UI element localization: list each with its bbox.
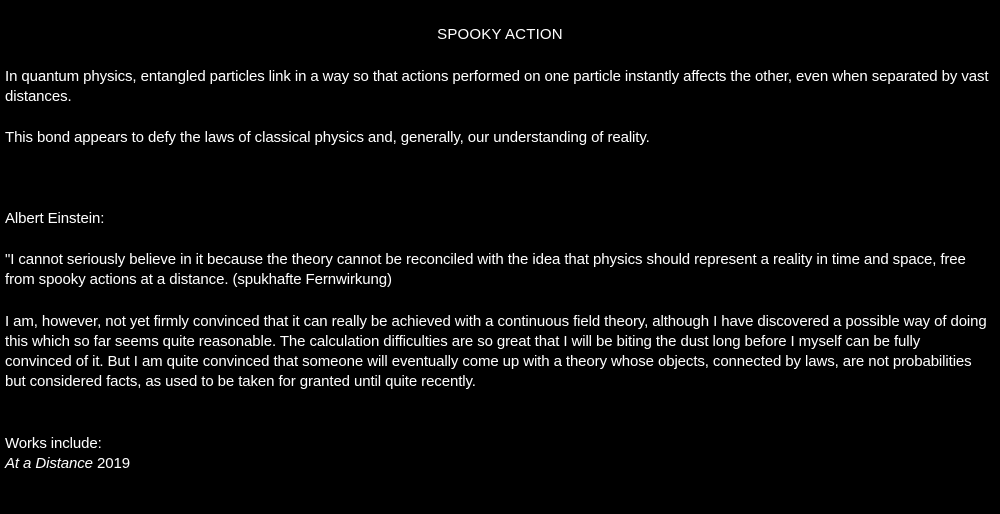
works-label: Works include: — [5, 435, 102, 452]
work-year: 2019 — [97, 455, 130, 472]
quote-paragraph: I am, however, not yet firmly convinced that it can really be achieved with a continuous field theory, although I have discovered a possible way of doing this which so far seems quite reasonable. The calculation difficulties are so great that I will be biting the dust long before I myself can be fully convinced of it. But I am quite convinced that someone will eventually come up with a theory whose objects, connected by laws, are not probabilities but considered facts, as used to be taken for granted until quite recently. — [5, 313, 987, 390]
works-item — [5, 454, 990, 474]
page-title: SPOOKY ACTION — [437, 26, 563, 43]
intro-paragraph: This bond appears to defy the laws of classical physics and, generally, our understanding of reality. — [5, 129, 650, 146]
quote-paragraph: "I cannot seriously believe in it because the theory cannot be reconciled with the idea that physics should represent a reality in time and space, free from spooky actions at a distance. (spukhafte Fernwirkung) — [5, 251, 966, 288]
work-title: At a Distance — [5, 455, 93, 472]
intro-paragraph: In quantum physics, entangled particles link in a way so that actions performed on one particle instantly affects the other, even when separated by vast distances. — [5, 68, 989, 105]
quote-author: Albert Einstein: — [5, 210, 105, 227]
